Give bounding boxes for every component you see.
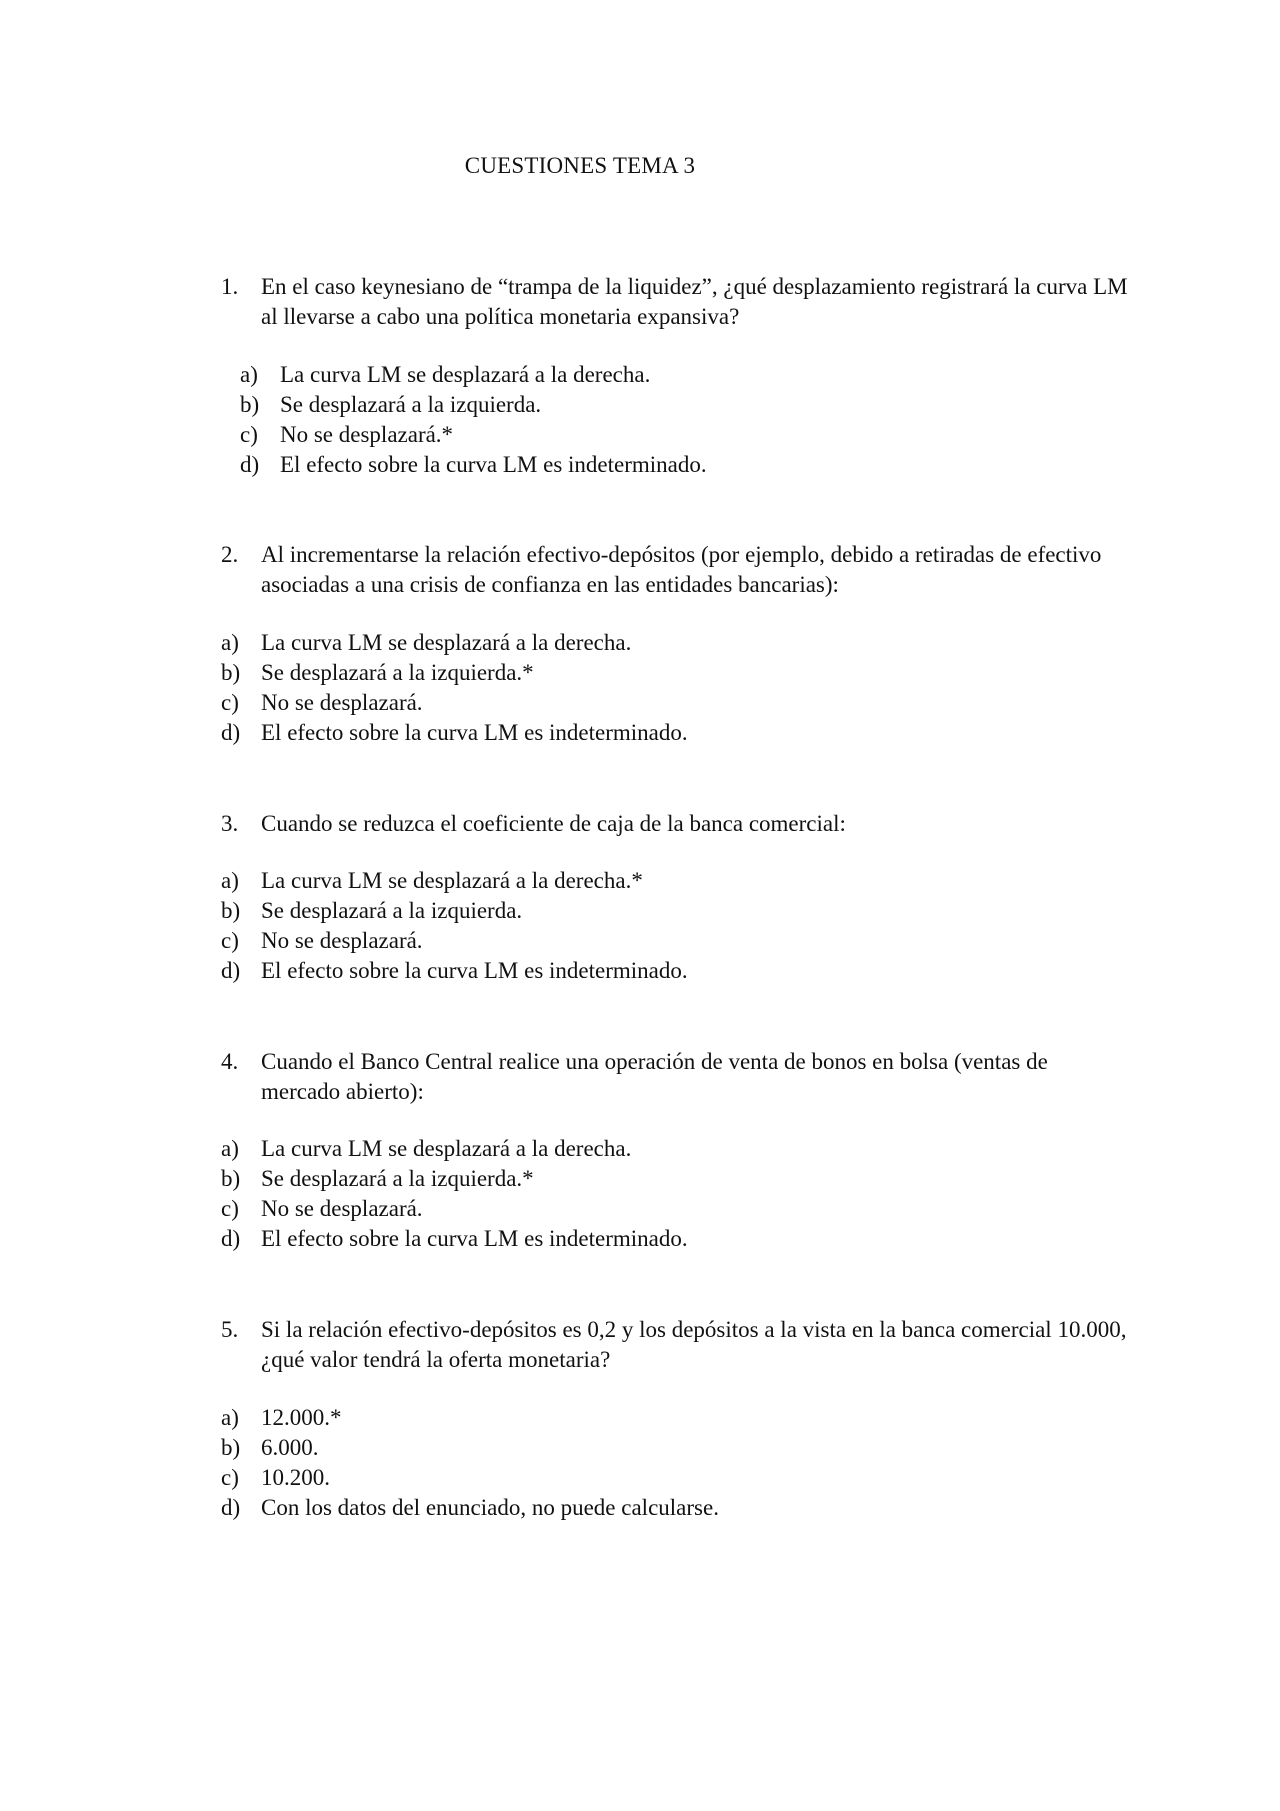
- option-letter: d): [221, 958, 241, 983]
- option-letter: b): [221, 898, 241, 923]
- option-letter: a): [221, 1405, 239, 1430]
- option-text: 6.000.: [261, 1435, 319, 1460]
- option-letter: a): [240, 362, 258, 387]
- option-letter: c): [221, 928, 239, 953]
- option-text: El efecto sobre la curva LM es indeterminado.: [261, 720, 688, 745]
- option-letter: d): [240, 452, 260, 477]
- option-letter: d): [221, 720, 241, 745]
- question-5: [221, 1315, 1131, 1375]
- option-letter: a): [221, 1136, 239, 1161]
- option-text: 12.000.*: [261, 1405, 342, 1430]
- question-4: [221, 1047, 1131, 1107]
- option-letter: b): [221, 1166, 241, 1191]
- option-text: Se desplazará a la izquierda.: [261, 898, 523, 923]
- option-text: Se desplazará a la izquierda.*: [261, 1166, 534, 1191]
- option-letter: d): [221, 1226, 241, 1251]
- question-number: 1.: [221, 274, 239, 299]
- option-text: La curva LM se desplazará a la derecha.*: [261, 868, 643, 893]
- option-text: El efecto sobre la curva LM es indeterminado.: [280, 452, 707, 477]
- question-1: [221, 272, 1131, 332]
- question-text: Si la relación efectivo-depósitos es 0,2 y los depósitos a la vista en la banca comercial 10.000, ¿qué valor tendrá la oferta monetaria?: [261, 1317, 1127, 1372]
- question-text: Cuando se reduzca el coeficiente de caja de la banca comercial:: [261, 811, 846, 836]
- option-text: El efecto sobre la curva LM es indeterminado.: [261, 1226, 688, 1251]
- option-letter: b): [240, 392, 260, 417]
- option-text: Con los datos del enunciado, no puede calcularse.: [261, 1495, 719, 1520]
- question-number: 3.: [221, 811, 239, 836]
- option-letter: a): [221, 868, 239, 893]
- option-letter: c): [221, 1465, 239, 1490]
- option-letter: c): [221, 1196, 239, 1221]
- option-letter: c): [221, 690, 239, 715]
- option-letter: a): [221, 630, 239, 655]
- option-letter: b): [221, 1435, 241, 1460]
- option-text: No se desplazará.: [261, 690, 423, 715]
- question-text: En el caso keynesiano de “trampa de la liquidez”, ¿qué desplazamiento registrará la curva LM al llevarse a cabo una política monetaria expansiva?: [261, 274, 1128, 329]
- question-text: Cuando el Banco Central realice una operación de venta de bonos en bolsa (ventas de mercado abierto):: [261, 1049, 1048, 1104]
- question-3: [221, 809, 1131, 839]
- question-text: Al incrementarse la relación efectivo-depósitos (por ejemplo, debido a retiradas de efectivo asociadas a una crisis de confianza en las entidades bancarias):: [261, 542, 1102, 597]
- option-text: El efecto sobre la curva LM es indeterminado.: [261, 958, 688, 983]
- option-text: La curva LM se desplazará a la derecha.: [261, 1136, 632, 1161]
- page-title: CUESTIONES TEMA 3: [464, 153, 696, 178]
- option-text: 10.200.: [261, 1465, 330, 1490]
- option-text: Se desplazará a la izquierda.: [280, 392, 542, 417]
- question-number: 2.: [221, 542, 239, 567]
- option-letter: b): [221, 660, 241, 685]
- option-text: La curva LM se desplazará a la derecha.: [280, 362, 651, 387]
- option-letter: d): [221, 1495, 241, 1520]
- question-2: [221, 540, 1131, 600]
- option-text: No se desplazará.: [261, 1196, 423, 1221]
- option-text: La curva LM se desplazará a la derecha.: [261, 630, 632, 655]
- option-text: No se desplazará.: [261, 928, 423, 953]
- question-number: 5.: [221, 1317, 239, 1342]
- option-text: No se desplazará.*: [280, 422, 454, 447]
- option-text: Se desplazará a la izquierda.*: [261, 660, 534, 685]
- question-number: 4.: [221, 1049, 239, 1074]
- option-letter: c): [240, 422, 258, 447]
